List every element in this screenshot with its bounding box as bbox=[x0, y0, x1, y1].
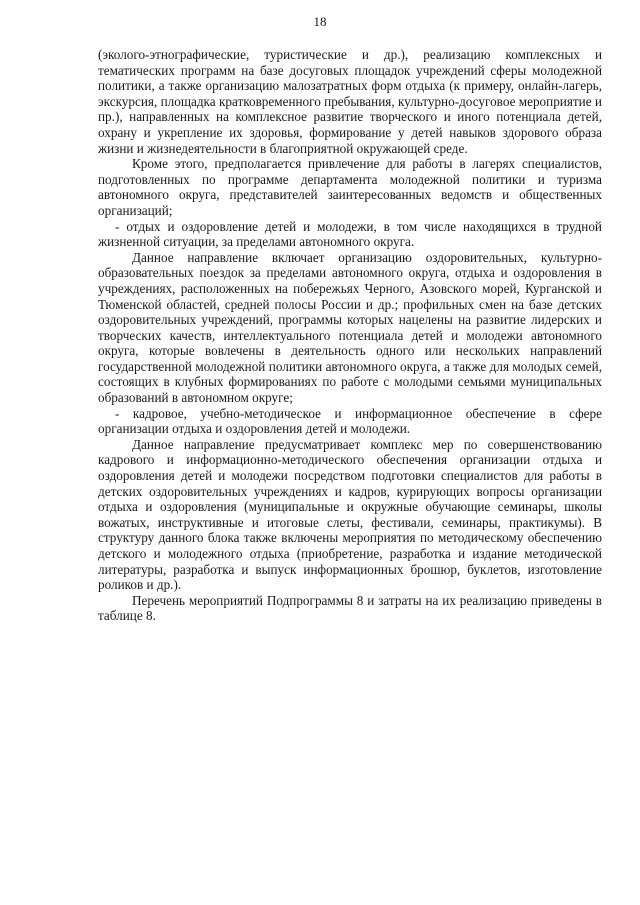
paragraph: Данное направление предусматривает комплекс мер по совершенствованию кадрового и информационно-методического обеспечения организации отдыха и оздоровления детей и молодежи посредством подготовки специалистов для работы в детских оздоровительных учреждениях и кадров, курирующих вопросы организации отдыха и оздоровления (муниципальные и окружные обучающие семинары, школы вожатых, инструктивные и итоговые слеты, фестивали, семинары, практикумы). В структуру данного блока также включены мероприятия по методическому обеспечению детского и молодежного отдыха (приобретение, разработка и издание методической литературы, разработка и выпуск информационных брошюр, буклетов, изготовление роликов и др.). bbox=[98, 436, 602, 593]
paragraph: (эколого-этнографические, туристические и др.), реализацию комплексных и тематических программ на базе досуговых площадок учреждений сферы молодежной политики, а также организацию малозатратных форм отдыха (к примеру, онлайн-лагерь, экскурсия, площадка кратковременного пребывания, культурно-досуговое мероприятие и пр.), направленных на комплексное развитие творческого и иного потенциала детей, охрану и укрепление их здоровья, формирование у детей навыков здорового образа жизни и жизнедеятельности в благоприятной окружающей среде. bbox=[98, 47, 602, 156]
paragraph: Кроме этого, предполагается привлечение для работы в лагерях специалистов, подготовленных по программе департамента молодежной политики и туризма автономного округа, представителей заинтересованных ведомств и общественных организаций; bbox=[98, 156, 602, 218]
paragraph: Перечень мероприятий Подпрограммы 8 и затраты на их реализацию приведены в таблице 8. bbox=[98, 592, 602, 624]
page-number: 18 bbox=[313, 14, 327, 29]
document-body bbox=[98, 47, 602, 624]
bullet-paragraph: - кадровое, учебно-методическое и информационное обеспечение в сфере организации отдыха и оздоровления детей и молодежи. bbox=[98, 405, 602, 437]
bullet-paragraph: - отдых и оздоровление детей и молодежи, в том числе находящихся в трудной жизненной ситуации, за пределами автономного округа. bbox=[98, 218, 602, 250]
paragraph: Данное направление включает организацию оздоровительных, культурно-образовательных поездок за пределами автономного округа, отдыха и оздоровления в учреждениях, расположенных на побережьях Черного, Азовского морей, Курганской и Тюменской областей, средней полосы России и др.; профильных смен на базе детских оздоровительных учреждений, программы которых нацелены на развитие лидерских и творческих качеств, интеллектуального потенциала детей и молодежи автономного округа, которые вовлечены в деятельность одного или нескольких направлений государственной молодежной политики автономного округа, а также для молодых семей, состоящих в клубных формированиях по работе с молодыми семьями муниципальных образований в автономном округе; bbox=[98, 249, 602, 406]
